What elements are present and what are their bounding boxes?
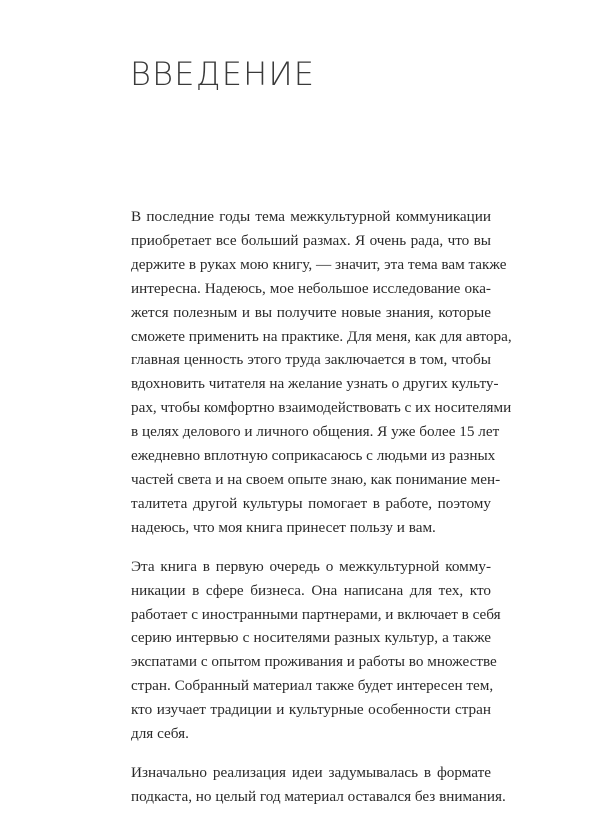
text-line: частей света и на своем опыте знаю, как понимание мен- bbox=[131, 470, 501, 488]
text-line: Эта книга в первую очередь о межкультурной комму- bbox=[131, 557, 491, 575]
text-line: кто изучает традиции и культурные особенности стран bbox=[131, 701, 491, 719]
text-line: работает с иностранными партнерами, и включает в себя bbox=[131, 605, 501, 623]
text-line: сможете применить на практике. Для меня, как для автора, bbox=[131, 327, 512, 345]
paragraph-1 bbox=[131, 205, 512, 540]
text-line: надеюсь, что моя книга принесет пользу и вам. bbox=[131, 518, 436, 536]
text-line: экспатами с опытом проживания и работы во множестве bbox=[131, 653, 497, 671]
text-line: подкаста, но целый год материал оставался без внимания. bbox=[131, 787, 506, 805]
text-line: ежедневно вплотную соприкасаюсь с людьми из разных bbox=[131, 447, 496, 465]
text-line: интересна. Надеюсь, мое небольшое исследование ока- bbox=[131, 279, 491, 297]
text-line: В последние годы тема межкультурной коммуникации bbox=[131, 208, 491, 225]
paragraph-2 bbox=[131, 555, 501, 746]
text-line: главная ценность этого труда заключается в том, чтобы bbox=[131, 351, 491, 369]
text-line: для себя. bbox=[131, 725, 189, 743]
text-line: стран. Собранный материал также будет интересен тем, bbox=[131, 677, 494, 695]
text-line: рах, чтобы комфортно взаимодействовать с их носителями bbox=[131, 399, 512, 417]
text-line: никации в сфере бизнеса. Она написана для тех, кто bbox=[131, 581, 491, 599]
text-line: серию интервью с носителями разных культур, а также bbox=[131, 629, 491, 647]
text-line: приобретает все больший размах. Я очень рада, что вы bbox=[131, 231, 491, 249]
body-text bbox=[131, 205, 512, 824]
text-line: держите в руках мою книгу, — значит, эта тема вам также bbox=[131, 255, 507, 273]
text-line: талитета другой культуры помогает в работе, поэтому bbox=[131, 494, 491, 512]
paragraph-3 bbox=[131, 761, 506, 809]
text-line: жется полезным и вы получите новые знания, которые bbox=[131, 303, 491, 321]
text-line: Изначально реализация идеи задумывалась в формате bbox=[131, 763, 491, 781]
text-line: в целях делового и личного общения. Я уже более 15 лет bbox=[131, 423, 500, 441]
chapter-title: ВВЕДЕНИЕ bbox=[130, 55, 316, 93]
text-line: вдохновить читателя на желание узнать о других культу- bbox=[131, 375, 499, 393]
